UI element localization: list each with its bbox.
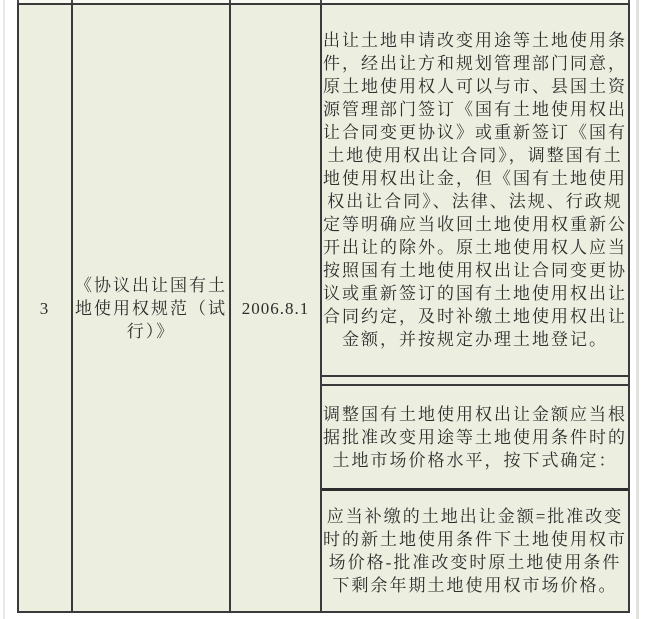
right-margin-streak xyxy=(636,0,639,619)
left-margin-streak xyxy=(3,0,5,619)
row-index-cell xyxy=(19,5,73,611)
row-index: 3 xyxy=(39,298,51,318)
effective-date: 2006.8.1 xyxy=(241,298,310,318)
law-table xyxy=(17,3,630,613)
law-title: 《协议出让国有土地使用权规范（试行）》 xyxy=(75,275,227,341)
provisions-column xyxy=(322,5,628,611)
provision-text-1: 出让土地申请改变用途等土地使用条件，经出让方和规划管理部门同意，原土地使用权人可以与市、县国土资源管理部门签订《国有土地使用权出让合同变更协议》或重新签订《国有土地使用权出让合同》，调整国有土地使用权出让金，但《国有土地使用权出让合同》、法律、法规、行政规定等明确应当收回土地使用权重新公开出让的除外。原土地使用权人应当按照国有土地使用权出让合同变更协议或重新签订的国有土地使用权出让合同约定，及时补缴土地使用权出让金额，并按规定办理土地登记。 xyxy=(323,31,627,349)
provision-cell-3 xyxy=(322,491,628,611)
law-title-cell xyxy=(73,5,231,611)
provision-text-2: 调整国有土地使用权出让金额应当根据批准改变用途等土地使用条件时的土地市场价格水平，按下式确定： xyxy=(323,404,627,470)
provision-cell-1 xyxy=(322,5,628,377)
cell-divider-gap xyxy=(322,377,628,384)
provision-cell-2 xyxy=(322,384,628,491)
provision-text-3: 应当补缴的土地出让金额=批准改变时的新土地使用条件下土地使用权市场价格-批准改变时原土地使用条件下剩余年期土地使用权市场价格。 xyxy=(323,507,627,595)
effective-date-cell xyxy=(231,5,322,611)
